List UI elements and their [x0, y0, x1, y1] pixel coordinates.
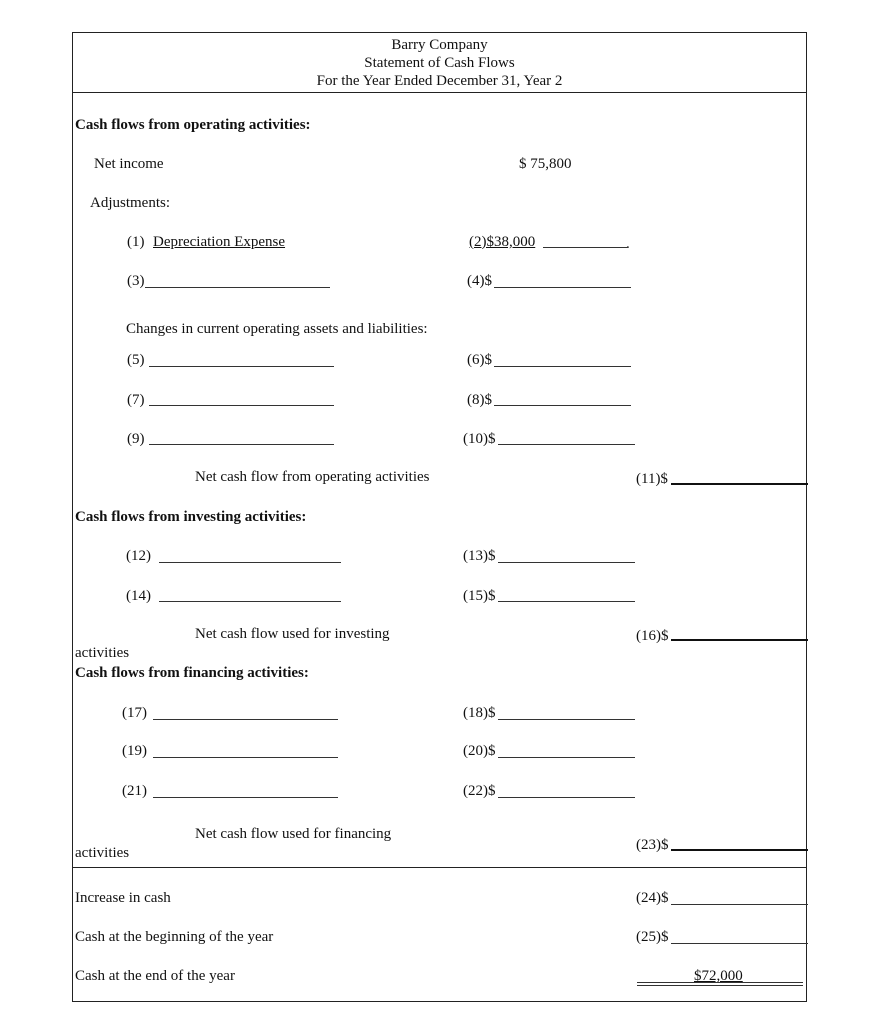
net-investing-label: Net cash flow used for investing [195, 626, 390, 642]
item-9-blank[interactable] [149, 444, 334, 445]
ending-cash-value[interactable]: $72,000 [694, 968, 743, 984]
item-21-blank[interactable] [153, 797, 338, 798]
statement-period: For the Year Ended December 31, Year 2 [316, 73, 563, 89]
item-4-number: (4)$ [467, 273, 492, 289]
item-16-number: (16)$ [636, 628, 669, 644]
net-financing-label: Net cash flow used for financing [195, 826, 392, 842]
item-5-number: (5) [127, 352, 145, 368]
net-income-label: Net income [94, 156, 164, 172]
item-17-blank[interactable] [153, 719, 338, 720]
item-25-blank[interactable] [671, 943, 808, 944]
item-18-blank[interactable] [498, 719, 635, 720]
item-7-number: (7) [127, 392, 145, 408]
item-24-blank[interactable] [671, 904, 808, 905]
ending-cash-double-line [637, 985, 803, 986]
item-15-number: (15)$ [463, 588, 496, 604]
company-name: Barry Company [391, 37, 488, 53]
item-8-number: (8)$ [467, 392, 492, 408]
item-22-blank[interactable] [498, 797, 635, 798]
item-25-number: (25)$ [636, 929, 669, 945]
changes-label: Changes in current operating assets and liabilities: [126, 321, 428, 337]
net-financing-label-wrap: activities [75, 845, 130, 861]
item-14-number: (14) [126, 588, 151, 604]
item-17-number: (17) [122, 705, 147, 721]
item-3-blank[interactable] [145, 287, 330, 288]
ending-cash-line [637, 982, 803, 983]
item-10-blank[interactable] [498, 444, 635, 445]
item-2-line [543, 247, 627, 248]
item-23-blank[interactable] [671, 849, 808, 851]
item-21-number: (21) [122, 783, 147, 799]
item-23-number: (23)$ [636, 837, 669, 853]
item-2-amount[interactable]: (2)$38,000 [469, 234, 536, 250]
item-7-blank[interactable] [149, 405, 334, 406]
item-12-blank[interactable] [159, 562, 341, 563]
item-6-number: (6)$ [467, 352, 492, 368]
item-1-label[interactable]: Depreciation Expense [153, 234, 286, 250]
item-19-blank[interactable] [153, 757, 338, 758]
ending-cash-label: Cash at the end of the year [75, 968, 235, 984]
item-5-blank[interactable] [149, 366, 334, 367]
operating-heading: Cash flows from operating activities: [75, 117, 311, 133]
item-20-blank[interactable] [498, 757, 635, 758]
net-operating-label: Net cash flow from operating activities [195, 469, 430, 485]
item-24-number: (24)$ [636, 890, 669, 906]
net-investing-label-wrap: activities [75, 645, 130, 661]
item-18-number: (18)$ [463, 705, 496, 721]
item-12-number: (12) [126, 548, 151, 564]
item-3-number: (3) [127, 273, 145, 289]
item-14-blank[interactable] [159, 601, 341, 602]
financing-heading: Cash flows from financing activities: [75, 665, 309, 681]
item-6-blank[interactable] [494, 366, 631, 367]
item-1-number: (1) [127, 234, 145, 250]
item-11-blank[interactable] [671, 483, 808, 485]
item-20-number: (20)$ [463, 743, 496, 759]
item-13-blank[interactable] [498, 562, 635, 563]
item-8-blank[interactable] [494, 405, 631, 406]
item-2-dot: . [626, 236, 630, 252]
statement-title: Statement of Cash Flows [364, 55, 515, 71]
summary-divider [73, 867, 806, 868]
beginning-cash-label: Cash at the beginning of the year [75, 929, 274, 945]
investing-heading: Cash flows from investing activities: [75, 509, 307, 525]
cash-flow-statement [72, 32, 807, 1002]
net-income-value: $ 75,800 [519, 156, 572, 172]
item-4-blank[interactable] [494, 287, 631, 288]
header-divider [73, 92, 806, 93]
item-10-number: (10)$ [463, 431, 496, 447]
item-9-number: (9) [127, 431, 145, 447]
item-19-number: (19) [122, 743, 147, 759]
item-11-number: (11)$ [636, 471, 668, 487]
item-13-number: (13)$ [463, 548, 496, 564]
adjustments-label: Adjustments: [90, 195, 171, 211]
item-22-number: (22)$ [463, 783, 496, 799]
increase-in-cash-label: Increase in cash [75, 890, 171, 906]
item-16-blank[interactable] [671, 639, 808, 641]
item-15-blank[interactable] [498, 601, 635, 602]
